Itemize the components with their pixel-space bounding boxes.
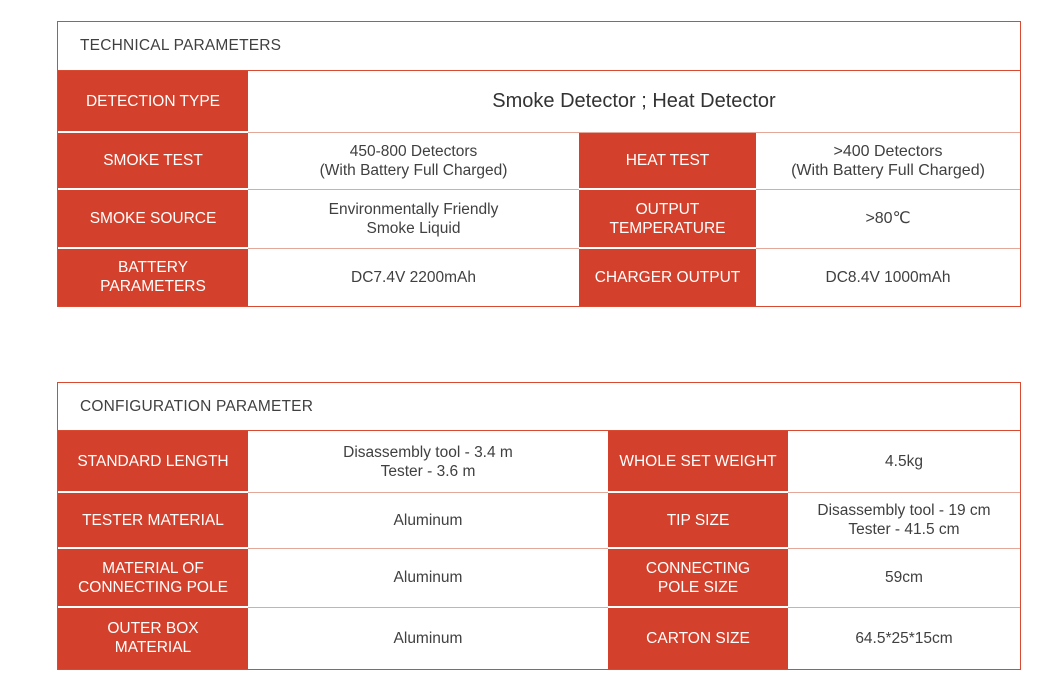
output-temperature-label: OUTPUT TEMPERATURE [579, 189, 756, 248]
carton-size-value: 64.5*25*15cm [855, 629, 953, 647]
row-divider [248, 132, 1020, 133]
smoke-source-label: SMOKE SOURCE [58, 189, 248, 248]
row-divider [248, 607, 608, 608]
standard-length-value: Disassembly tool - 3.4 m Tester - 3.6 m [343, 443, 513, 480]
smoke-source-value: Environmentally Friendly Smoke Liquid [328, 200, 499, 237]
charger-output-label: CHARGER OUTPUT [579, 248, 756, 306]
row-divider [608, 491, 788, 493]
row-divider [788, 548, 1020, 549]
row-divider [756, 248, 1020, 249]
smoke-test-label: SMOKE TEST [58, 132, 248, 189]
configuration-parameter-table [57, 382, 1021, 670]
row-divider [248, 548, 608, 549]
battery-parameters-value: DC7.4V 2200mAh [351, 268, 476, 286]
outer-box-material-label: OUTER BOX MATERIAL [58, 607, 248, 669]
row-divider [58, 188, 248, 190]
row-divider [579, 188, 756, 190]
tip-size-value: Disassembly tool - 19 cm Tester - 41.5 cm [817, 502, 991, 538]
connecting-pole-material-label: MATERIAL OF CONNECTING POLE [58, 548, 248, 607]
charger-output-value: DC8.4V 1000mAh [825, 268, 951, 286]
connecting-pole-size-value: 59cm [885, 569, 923, 586]
battery-parameters-label: BATTERY PARAMETERS [58, 248, 248, 306]
row-divider [58, 606, 248, 608]
detection-type-value: Smoke Detector ; Heat Detector [492, 90, 776, 112]
row-divider [788, 607, 1020, 608]
connecting-pole-material-value: Aluminum [393, 569, 463, 586]
outer-box-material-value: Aluminum [393, 629, 463, 647]
technical-parameters-title: TECHNICAL PARAMETERS [58, 22, 1020, 71]
standard-length-label: STANDARD LENGTH [58, 431, 248, 492]
connecting-pole-size-label: CONNECTING POLE SIZE [608, 548, 788, 607]
smoke-test-value: 450-800 Detectors (With Battery Full Charged) [319, 142, 508, 179]
whole-set-weight-label: WHOLE SET WEIGHT [608, 431, 788, 492]
row-divider [756, 189, 1020, 190]
tester-material-label: TESTER MATERIAL [58, 492, 248, 548]
carton-size-label: CARTON SIZE [608, 607, 788, 669]
output-temperature-value: >80℃ [865, 210, 911, 227]
detection-type-label: DETECTION TYPE [58, 71, 248, 132]
row-divider [248, 189, 579, 190]
heat-test-value: >400 Detectors (With Battery Full Charged) [791, 142, 985, 179]
technical-parameters-table [57, 21, 1021, 307]
row-divider [579, 247, 756, 249]
tester-material-value: Aluminum [393, 511, 463, 529]
tip-size-label: TIP SIZE [608, 492, 788, 548]
row-divider [788, 492, 1020, 493]
row-divider [248, 248, 579, 249]
whole-set-weight-value: 4.5kg [885, 453, 923, 470]
row-divider [248, 492, 608, 493]
row-divider [608, 547, 788, 549]
row-divider [608, 606, 788, 608]
row-divider [58, 131, 248, 133]
heat-test-label: HEAT TEST [579, 132, 756, 189]
configuration-parameter-title: CONFIGURATION PARAMETER [58, 383, 1020, 431]
row-divider [58, 491, 248, 493]
row-divider [58, 547, 248, 549]
row-divider [58, 247, 248, 249]
